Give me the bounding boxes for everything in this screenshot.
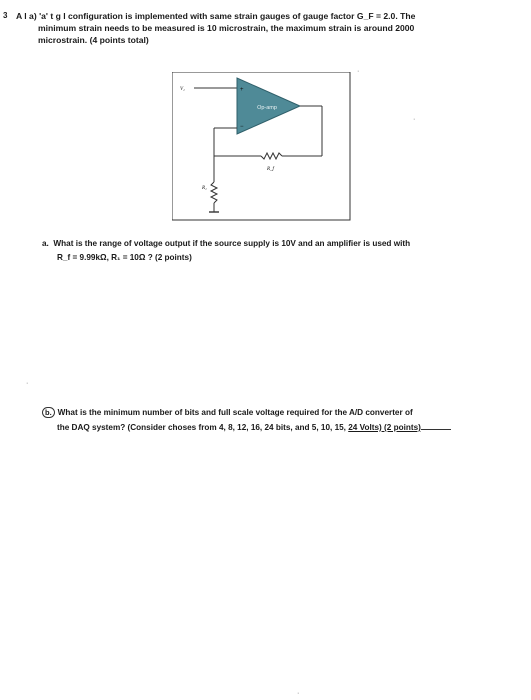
question-text [16,10,496,46]
opamp-label: Op-amp [257,105,277,111]
part-a-line-2: R_f = 9.99kΩ, R₁ = 10Ω ? (2 points) [57,253,192,262]
rf-resistor [261,153,282,159]
scan-speck: · [297,690,300,697]
opamp-plus: + [240,87,244,93]
part-a [42,237,512,265]
part-a-text-1: What is the range of voltage output if the source supply is 10V and an amplifier is used with [53,239,411,248]
r1-label: R₁ [202,186,207,191]
circuit-diagram [172,72,352,222]
question-number: 3 [3,11,8,20]
part-a-label: a. [42,239,49,248]
part-b-text-2: the DAQ system? (Consider choses from 4, 8, 12, 16, 24 bits, and 5, 10, 15, [57,423,349,432]
scan-speck: · [413,116,416,123]
question-line-1: A l a) 'a' t g l configuration is implemented with same strain gauges of gauge factor G_F = 2.0. The [16,11,416,21]
answer-line [421,423,451,430]
rf-label: R_f [267,167,274,172]
opamp-minus: − [240,124,244,130]
part-b [42,405,512,435]
scan-speck: · [357,68,360,75]
part-b-line-2 [57,420,512,435]
question-line-2: minimum strain needs to be measured is 10 microstrain, the maximum strain is around 2000 [38,23,415,33]
part-b-text-post: required for the A/D converter of [284,408,413,417]
part-b-label: b. [42,407,55,418]
part-b-underlined: 24 Volts) (2 points) [348,423,421,432]
scan-speck: · [26,380,29,387]
part-a-line-1 [42,237,512,251]
part-b-line-1 [42,405,512,420]
r1-resistor [211,182,217,203]
question-line-3: microstrain. (4 points total) [38,35,149,45]
input-label: V₁ [180,87,185,92]
part-b-text-pre: What is the [57,408,104,417]
part-b-text-bold: minimum number of bits and full scale voltage [103,408,285,417]
